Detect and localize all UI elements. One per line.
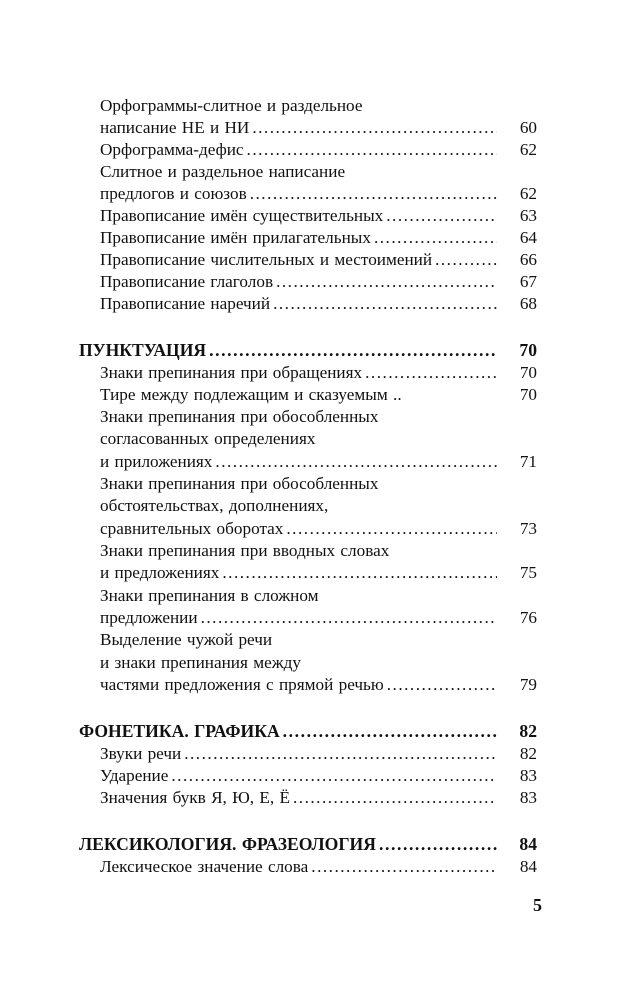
toc-page-number: 73 xyxy=(519,519,537,538)
toc-page-number: 64 xyxy=(519,228,537,247)
toc-section-heading: ФОНЕТИКА. ГРАФИКА . . . 82 xyxy=(79,720,537,743)
toc-entry-text: Орфограммы-слитное и раздельное xyxy=(100,96,363,115)
leader-dots xyxy=(432,248,497,271)
toc-section-heading: ЛЕКСИКОЛОГИЯ. ФРАЗЕОЛОГИЯ . . . 84 xyxy=(79,833,537,856)
toc-entry: Звуки речи . . . 82 xyxy=(100,742,537,765)
toc-page-number: 63 xyxy=(519,206,537,225)
toc-entry-text: и знаки препинания между xyxy=(100,653,301,672)
toc-entry: и предложениях . . . 75 xyxy=(100,561,537,584)
toc-page-number: 70 xyxy=(519,363,537,382)
toc-page-number: 62 xyxy=(519,184,537,203)
toc-page-number: 82 xyxy=(519,744,537,763)
toc-entry: Значения букв Я, Ю, Е, Ё . . . 83 xyxy=(100,786,537,809)
toc-entry: Правописание наречий . . . 68 xyxy=(100,292,537,315)
leader-dots xyxy=(181,742,497,765)
toc-entry-text: обстоятельствах, дополнениях, xyxy=(100,496,329,515)
toc-page-number: 68 xyxy=(519,294,537,313)
toc-entry: Лексическое значение слова . . . 84 xyxy=(100,855,537,878)
toc-entry: Правописание числительных и местоимений . . . 66 xyxy=(100,248,537,271)
toc-page-number: 84 xyxy=(519,834,537,854)
leader-dots xyxy=(206,339,497,362)
toc-entry-text: Слитное и раздельное написание xyxy=(100,162,346,181)
toc-entry: Правописание имён прилагательных . . . 64 xyxy=(100,226,537,249)
toc-page-number: 75 xyxy=(519,563,537,582)
toc-page-number: 62 xyxy=(519,140,537,159)
toc-entry: сравнительных оборотах . . . 73 xyxy=(100,517,537,540)
toc-entry: написание НЕ и НИ . . . 60 xyxy=(100,116,537,139)
leader-dots xyxy=(198,606,497,629)
leader-dots xyxy=(168,764,497,787)
toc-entry: и приложениях . . . 71 xyxy=(100,450,537,473)
toc-section-heading: ПУНКТУАЦИЯ . . . 70 xyxy=(79,339,537,362)
toc-entry: Знаки препинания при обращениях . . . 70 xyxy=(100,361,537,384)
toc-page-number: 84 xyxy=(519,857,537,876)
toc-entry-text: Знаки препинания при обособленных xyxy=(100,474,379,493)
toc-entry: частями предложения с прямой речью . . . 79 xyxy=(100,673,537,696)
toc-entry: Ударение . . . 83 xyxy=(100,764,537,787)
toc-entry-text: Знаки препинания в сложном xyxy=(100,586,319,605)
leader-dots xyxy=(219,561,497,584)
toc-page-number: 70 xyxy=(519,340,537,360)
toc-page-number: 70 xyxy=(519,385,537,404)
toc-entry: Орфограмма-дефис . . . 62 xyxy=(100,138,537,161)
toc-page-number: 66 xyxy=(519,250,537,269)
toc-page-number: 83 xyxy=(519,766,537,785)
leader-dots xyxy=(283,517,497,540)
leader-dots xyxy=(249,116,497,139)
leader-dots xyxy=(247,182,497,205)
toc-entry-text: Выделение чужой речи xyxy=(100,630,273,649)
toc-entry-text: Знаки препинания при обособленных xyxy=(100,407,379,426)
leader-dots xyxy=(290,786,497,809)
leader-dots xyxy=(273,270,497,293)
leader-dots xyxy=(244,138,497,161)
leader-dots xyxy=(212,450,497,473)
toc-page-number: 79 xyxy=(519,675,537,694)
leader-dots xyxy=(384,673,497,696)
toc-page-number: 71 xyxy=(519,452,537,471)
leader-dots xyxy=(280,720,497,743)
leader-dots xyxy=(376,833,497,856)
toc-page-number: 82 xyxy=(519,721,537,741)
page-number: 5 xyxy=(533,895,542,915)
leader-dots xyxy=(270,292,497,315)
toc-entry: Правописание имён существительных . . . 63 xyxy=(100,204,537,227)
toc-page-number: 83 xyxy=(519,788,537,807)
toc-page-number: 67 xyxy=(519,272,537,291)
leader-dots xyxy=(383,204,497,227)
toc-entry-text: согласованных определениях xyxy=(100,429,316,448)
toc-entry-text: Знаки препинания при вводных словах xyxy=(100,541,390,560)
leader-dots xyxy=(308,855,497,878)
toc-entry: предлогов и союзов . . . 62 xyxy=(100,182,537,205)
toc-page-number: 76 xyxy=(519,608,537,627)
leader-dots xyxy=(362,361,497,384)
toc-entry: предложении . . . 76 xyxy=(100,606,537,629)
toc-entry: Правописание глаголов . . . 67 xyxy=(100,270,537,293)
leader-dots xyxy=(371,226,497,249)
toc-entry: Тире между подлежащим и сказуемым .. 70 xyxy=(100,385,537,404)
toc-page-number: 60 xyxy=(519,118,537,137)
